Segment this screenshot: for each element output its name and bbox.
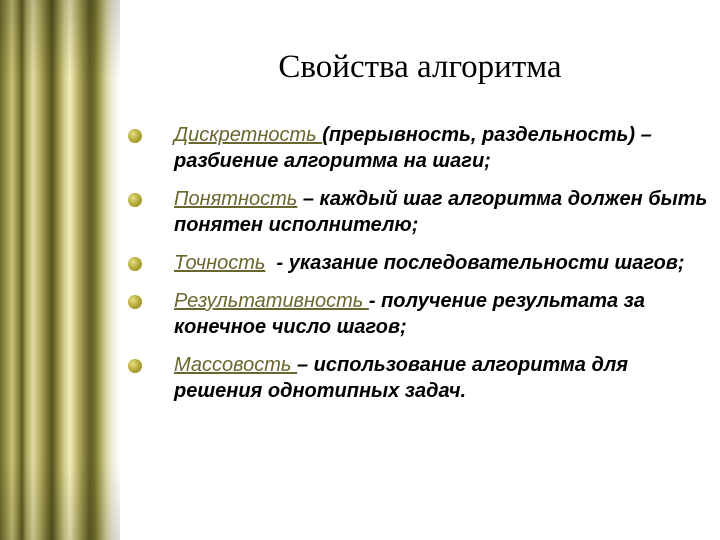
properties-list — [128, 122, 708, 416]
list-item-precision — [128, 250, 708, 276]
slide-title: Свойства алгоритма — [278, 49, 562, 85]
list-item-discreteness — [128, 122, 708, 174]
item-description: - указание последовательности шагов; — [265, 252, 685, 274]
curtain-shading — [0, 0, 120, 540]
bullet-icon — [128, 193, 142, 207]
bullet-icon — [128, 257, 142, 271]
item-description: – использование алгоритма для решения однотипных задач. — [174, 354, 629, 402]
item-description: – каждый шаг алгоритма должен быть понятен исполнителю; — [174, 188, 708, 236]
term-link[interactable]: Дискретность — [174, 124, 323, 146]
term-link[interactable]: Результативность — [174, 290, 369, 312]
item-text — [174, 188, 707, 236]
item-text — [174, 354, 628, 402]
term-link[interactable]: Массовость — [174, 354, 297, 376]
item-text — [174, 290, 645, 338]
term-link[interactable]: Точность — [174, 252, 266, 274]
item-text — [174, 124, 652, 172]
term-link[interactable]: Понятность — [174, 188, 298, 210]
item-description: (прерывность, раздельность) – разбиение алгоритма на шаги; — [174, 124, 652, 172]
bullet-icon — [128, 295, 142, 309]
list-item-effectiveness — [128, 288, 708, 340]
bullet-icon — [128, 359, 142, 373]
list-item-mass-character — [128, 352, 708, 404]
bullet-icon — [128, 129, 142, 143]
list-item-clarity — [128, 186, 708, 238]
item-description: - получение результата за конечное число шагов; — [174, 290, 646, 338]
item-text — [174, 252, 685, 274]
